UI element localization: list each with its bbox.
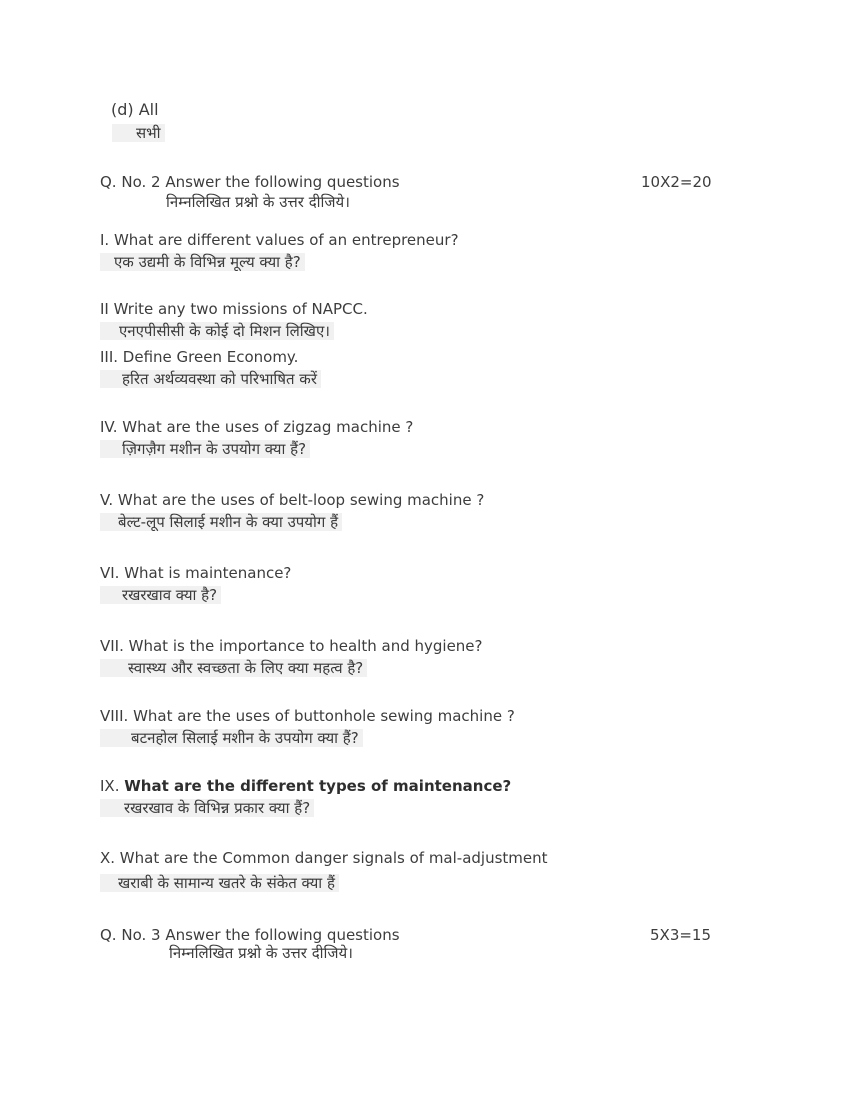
q2-item-5: V. What are the uses of belt-loop sewing machine ? xyxy=(100,491,485,509)
q2-item-3-hindi: हरित अर्थव्यवस्था को परिभाषित करें xyxy=(100,370,321,388)
q2-item-6-hindi: रखरखाव क्या है? xyxy=(100,586,221,604)
q3-heading: Q. No. 3 Answer the following questions xyxy=(100,926,400,944)
q2-item-10-hindi: खराबी के सामान्य खतरे के संकेत क्या हैं xyxy=(100,874,339,892)
q3-marks: 5X3=15 xyxy=(650,926,712,944)
q2-item-1: I. What are different values of an entrepreneur? xyxy=(100,231,459,249)
q2-item-9-hindi: रखरखाव के विभिन्न प्रकार क्या हैं? xyxy=(100,799,314,817)
q2-item-2: II Write any two missions of NAPCC. xyxy=(100,300,368,318)
q2-item-8: VIII. What are the uses of buttonhole sewing machine ? xyxy=(100,707,515,725)
q2-item-8-hindi: बटनहोल सिलाई मशीन के उपयोग क्या हैं? xyxy=(100,729,363,747)
option-d-hindi: सभी xyxy=(112,124,165,142)
q2-item-9-text: What are the different types of maintenance? xyxy=(124,777,512,795)
q2-item-4: IV. What are the uses of zigzag machine ? xyxy=(100,418,414,436)
q2-heading: Q. No. 2 Answer the following questions xyxy=(100,173,400,191)
q2-item-9-number: IX. xyxy=(100,777,120,795)
q2-item-4-hindi: ज़िगज़ैग मशीन के उपयोग क्या हैं? xyxy=(100,440,310,458)
q2-heading-hindi: निम्नलिखित प्रश्नो के उत्तर दीजिये। xyxy=(166,193,350,211)
q2-item-5-hindi: बेल्ट-लूप सिलाई मशीन के क्या उपयोग हैं xyxy=(100,513,342,531)
q2-item-10: X. What are the Common danger signals of mal-adjustment xyxy=(100,849,548,867)
q2-marks: 10X2=20 xyxy=(641,173,712,191)
q2-item-6: VI. What is maintenance? xyxy=(100,564,292,582)
q2-item-7: VII. What is the importance to health and hygiene? xyxy=(100,637,483,655)
q2-item-2-hindi: एनएपीसीसी के कोई दो मिशन लिखिए। xyxy=(100,322,334,340)
q2-item-3: III. Define Green Economy. xyxy=(100,348,299,366)
q3-heading-hindi: निम्नलिखित प्रश्नो के उत्तर दीजिये। xyxy=(169,944,353,962)
option-d: (d) All xyxy=(111,100,159,119)
q2-item-9 xyxy=(100,777,511,795)
q2-item-1-hindi: एक उद्यमी के विभिन्न मूल्य क्या है? xyxy=(100,253,305,271)
q2-item-7-hindi: स्वास्थ्य और स्वच्छता के लिए क्या महत्व है? xyxy=(100,659,367,677)
